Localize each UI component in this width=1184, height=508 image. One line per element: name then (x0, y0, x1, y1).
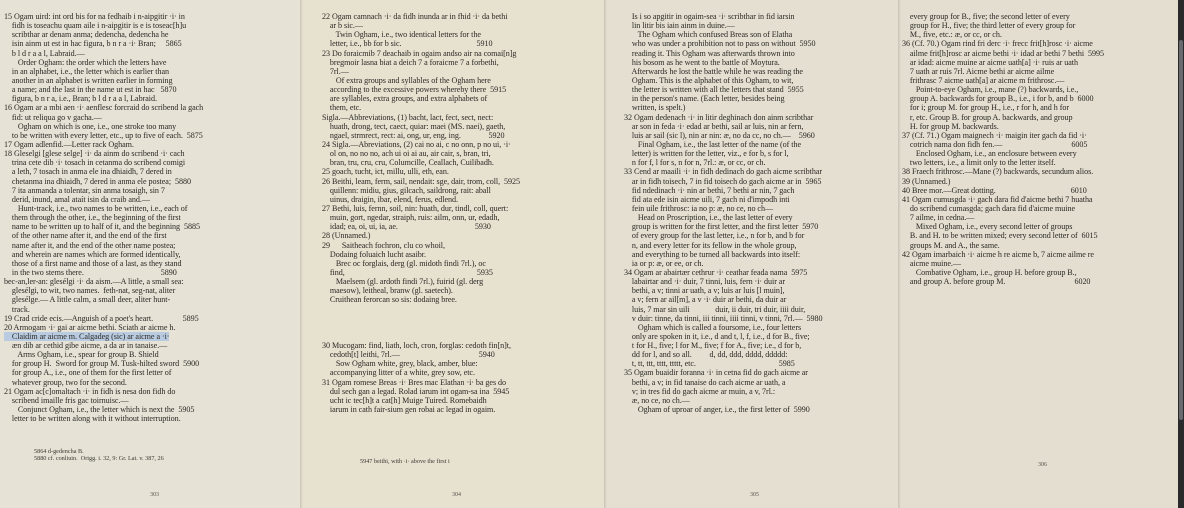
text-line: written, is spelt.) (624, 103, 686, 113)
text-line: 7 ailme, in cedna.— (902, 213, 975, 223)
text-line: 21 Ogam ac[c]omaltach ·i· in fidh is nesa don fidh do (4, 386, 176, 396)
text-line: isin ainm ut est in hac figura, b n r a ·i· Bran; 5865 (4, 39, 182, 49)
page-306-text (902, 12, 1104, 286)
text-line: n for f, l for s, n for n, 7rl.: æ, or cc, or ch. (624, 158, 766, 168)
text-line: v; in tres fid do gach aicme ar muin, a v, 7rl.: (624, 386, 776, 396)
text-line: according to the excessive powers whereby there 5915 (322, 85, 507, 95)
page-303 (0, 0, 300, 508)
text-line: them, etc. (322, 103, 362, 113)
text-line: fein uile frithrosc: ia no p: æ, no ce, no ch— (624, 203, 773, 213)
text-line: muin, gort, ngedar, straiph, ruis: ailm, onn, ur, edadh, (322, 213, 500, 223)
text-line: glesélgi, to wit, two names. feth-nat, seg-nat, aliter (4, 286, 176, 296)
text-line: 39 (Unnamed.) (902, 176, 951, 186)
page-306 (898, 0, 1178, 508)
page-303-text (4, 12, 203, 423)
page-305-text (624, 12, 823, 414)
text-line: Dodaing foluaich lucht asaibr. (322, 249, 426, 259)
text-line: Ogham which is called a foursome, i.e., four letters (624, 322, 802, 332)
text-line: Is i so apgitir in ogaim-sea ·i· scribthar in fid iarsin (624, 12, 795, 21)
page-305 (604, 0, 898, 508)
text-line: fid: ut reliqua go v gacha.— (4, 112, 102, 122)
page-304-text (322, 12, 520, 414)
text-line: the letter is written with all the letters that stand 5955 (624, 85, 804, 95)
text-line (322, 332, 520, 341)
text-line: letter to be written along with it without interruption. (4, 414, 181, 424)
text-line: Maelsem (gl. ardoth findi 7rl.), fuirid (gl. derg (322, 277, 484, 287)
page-303-footnotes (34, 448, 164, 462)
text-line: and group A. before group M. 6020 (902, 277, 1091, 287)
text-line: scribend imaille fris gac toirnuisc.— (4, 395, 129, 405)
text-line: v duir: tinne, da tinni, iii tinni, iiii tinni, v tinni, 7rl.— 5980 (624, 313, 823, 323)
text-line: ngael, strmrect, rect: ai, ong, ur, eng, ing. 5920 (322, 130, 505, 140)
text-line: Cruithean ferorcan so sis: dodaing bree. (322, 295, 457, 305)
text-line: glesélge.— A little calm, a small deer, aliter hunt- (4, 295, 171, 305)
page-304-footnotes (360, 458, 450, 465)
text-line: bregmoir lasna biat a deich 7 a foraicme 7 a forbethi, (322, 57, 499, 67)
text-line: letter) is written for the letter, viz., e for b, s for l, (624, 149, 789, 159)
text-line: 40 Bree mor.—Great dotting. 6010 (902, 185, 1087, 195)
text-line: H. for group M. backwards. (902, 121, 999, 131)
text-line: uinus, draigin, ibar, elend, ferus, edlend. (322, 194, 459, 204)
text-line: in the two stems there. 5890 (4, 267, 177, 277)
text-line: 24 Sigla.—Abreviations, (2) cai no ai, c no onn, p no ui, ·i· (322, 139, 511, 149)
text-line: track. (4, 304, 30, 314)
text-line: aicme muine.— (902, 258, 961, 268)
text-line: dd for l, and so all. d, dd, ddd, dddd, ddddd: (624, 350, 788, 360)
text-line: 19 Crad cride ecis.—Anguish of a poet's heart. 5895 (4, 313, 199, 323)
text-line: huath, drong, tect, caect, quiar: maei (MS. naei), gaeth, (322, 121, 506, 131)
text-line: do scribend cumasgda; gach dara fid d'aicme muine (902, 203, 1075, 213)
text-line: Order Ogham: the order which the letters have (4, 57, 167, 67)
text-line: Combative Ogham, i.e., group H. before group B., (902, 267, 1077, 277)
text-line: Twin Ogham, i.e., two identical letters for the (322, 30, 481, 40)
text-line: ol on, no no no, ach ui oi ai au, air cair, s, bran, tri, (322, 149, 491, 159)
text-line: 29 Saitheach fochron, clu co whoil, (322, 240, 445, 250)
text-line: lin litir bis iain ainm in duine.— (624, 21, 735, 31)
text-line (322, 323, 520, 332)
text-line: cotrich nama don fidh fen.— 6005 (902, 139, 1088, 149)
text-line: a v; fern ar ail[m], a v ·i· duir ar bethi, da duir ar (624, 295, 787, 305)
text-line: two letters, i.e., a limit only to the letter itself. (902, 158, 1056, 168)
text-line: dul sech gan a legad. Rolad iarum int ogam-sa ina 5945 (322, 386, 510, 396)
text-line: iarum in cath fair-sium gen robai ac legad in ogaim. (322, 405, 496, 415)
text-line: frithrasc 7 aicme uath[a] ar aicme m frithrosc.— (902, 75, 1065, 85)
text-line: cedoth[t] leithi, 7rl.— 5940 (322, 350, 495, 360)
text-line: reading it. This Ogham was afterwards thrown into (624, 48, 795, 58)
text-line: quillenn: midiu, gius, gilcach, saildrong, rait: aball (322, 185, 491, 195)
text-line: are syllables, extra groups, and extra alphabets of (322, 94, 488, 104)
text-line: Sigla.—Abbreviations, (1) bacht, lact, fect, sect, nect: (322, 112, 494, 122)
text-line: scribthar ar denam anma; dedencha, dedencha he (4, 30, 169, 40)
text-line: Ogham on which is one, i.e., one stroke too many (4, 121, 177, 131)
text-line: t for H., five; l for M., five; f for A., five; i.e., d for b, (624, 341, 802, 351)
text-line: Arms Ogham, i.e., spear for group B. Shield (4, 350, 159, 360)
text-line: in the person's name. (Each letter, besides being (624, 94, 785, 104)
text-line: group A. backwards for group B., i.e., i for b, and b 6000 (902, 94, 1094, 104)
text-line: trina cete dib ·i· tosach in cetanma do scribend comigi (4, 158, 186, 168)
text-line: luis ar sail (sic l), nin ar nin: æ, no da cc, no ch.— 5960 (624, 130, 815, 140)
text-line: of every group for the last letter, i.e., n for b, and b for (624, 231, 805, 241)
text-line: b l d r a a l, Labraid.— (4, 48, 85, 58)
text-line: in an alphabet, i.e., the letter which is earlier than (4, 66, 169, 76)
text-line (322, 314, 520, 323)
text-line: only are spoken in it, i.e., d and t, l, f, i.e., d for B., five; (624, 331, 810, 341)
text-line: Afterwards he lost the battle while he was reading the (624, 66, 803, 76)
text-line: bran, tru, cru, cru, Columcille, Ceallach, Cuilibadh. (322, 158, 494, 168)
text-line: his bosom as he went to the battle of Moytura. (624, 57, 780, 67)
text-line: 23 Do foraicmib 7 deachaib in ogaim andso air na comai[n]g (322, 48, 517, 58)
text-line: 17 Ogam adlenfid.—Letter rack Ogham. (4, 139, 134, 149)
text-line: 33 Cend ar maaili ·i· in fidh dedinach do gach aicme scribthar (624, 167, 823, 177)
page-306-number: 306 (1038, 462, 1047, 468)
footnote: 5947 beithi, with ·i· above the first i (360, 458, 450, 465)
text-line: The Ogham which confused Breas son of Elatha (624, 30, 793, 40)
text-line: Of extra groups and syllables of the Ogham here (322, 75, 491, 85)
text-line: fidh is toseachu quam aile i n-aipgitir is e is toseac[h]u (4, 21, 187, 31)
text-line: 7 uath ar ruis 7rl. Aicme bethi ar aicme ailme (902, 66, 1055, 76)
text-line: another in an alphabet is written earlier in forming (4, 75, 173, 85)
text-line: for group A., i.e., one of them for the first letter of (4, 368, 172, 378)
text-line: for group H. Sword for group M. Tusk-hilted sword 5900 (4, 359, 200, 369)
text-line: Hunt-track, i.e., two names to be written, i.e., each of (4, 203, 188, 213)
text-line: fid ata ede isin aicme uili, 7 gach ni d'impodh inti (624, 194, 790, 204)
text-line: them through the other, i.e., the beginning of the first (4, 213, 181, 223)
text-line (4, 332, 203, 341)
text-line: Point-to-eye Ogham, i.e., mane (?) backwards, i.e., (902, 85, 1079, 95)
text-line: 38 Fraech frithrosc.—Mane (?) backwards, secundum alios. (902, 167, 1094, 177)
text-line: ar son in feda ·i· edad ar bethi, sail ar luis, nin ar fern, (624, 121, 804, 131)
text-line: r, etc. Group B. for group A. backwards, and group (902, 112, 1073, 122)
text-line: ia or p: æ, or ee, or ch. (624, 258, 704, 268)
text-line: idad; ea, oi, ui, ia, ae. 5930 (322, 222, 491, 232)
text-line: find, 5935 (322, 267, 493, 277)
text-line: 41 Ogam cumusgda ·i· gach dara fid d'aicme bethi 7 huatha (902, 194, 1093, 204)
text-line: Brec oc forglais, derg (gl. midoth findi 7rl.), oc (322, 258, 486, 268)
page-gutter (898, 0, 901, 508)
text-line: æn dib ar cethid gibe aicme, a da ar in tanaise.— (4, 341, 168, 351)
text-line: letter, i.e., bb for b sic. 5910 (322, 39, 493, 49)
page-303-number: 303 (150, 492, 159, 498)
text-line: 22 Ogam camnach ·i· da fidh inunda ar in fhid ·i· da bethi (322, 12, 508, 21)
text-line: figura, b n r a, i.e., Bran; b l d r a a l, Labraid. (4, 94, 157, 104)
text-line: name to be written up to half of it, and the beginning 5885 (4, 222, 200, 232)
text-line: t, tt, ttt, tttt, ttttt, etc. 5985 (624, 359, 795, 369)
text-line: to be written with every letter, etc., up to five of each. 5875 (4, 130, 203, 140)
text-line: maesow), leitheal, branw (gl. saetech). (322, 286, 453, 296)
text-line: Enclosed Ogham, i.e., an enclosure between every (902, 149, 1077, 159)
text-line: ar b sic.— (322, 21, 363, 31)
text-line: 32 Ogam dedenach ·i· in litir deghinach don ainm scribthar (624, 112, 814, 122)
text-line: and wherein are names which are formed identically, (4, 249, 181, 259)
selected-text-highlight[interactable]: Claidim ar aicme m. Calgadeg (sic) ar aicme a ·i· (4, 331, 170, 341)
footnote: 5864 d-gedencha B. (34, 448, 84, 455)
scrollbar-thumb[interactable] (1179, 40, 1183, 420)
text-line: fid ndedinach ·i· nin ar bethi, 7 bethi ar nin, 7 gach (624, 185, 795, 195)
page-304 (300, 0, 604, 508)
text-line: ar idad: aicme muine ar aicme uath[a] ·i· ruis ar uath (902, 57, 1078, 67)
text-line: group for H., five; the third letter of every group for (902, 21, 1076, 31)
text-line: group is written for the first letter, and the first letter 5970 (624, 222, 819, 232)
text-line: 7rl.— (322, 66, 349, 76)
text-line: n, and every letter for its fellow in the whole group, (624, 240, 797, 250)
footnote: 5880 cf. conliuin. Origg. i. 32, 9: Gr. Lat. v. 387, 26 (34, 455, 164, 462)
text-line: æ, no ce, no ch.— (624, 395, 690, 405)
text-line: chetanma ina dhiaidh, 7 dered in anma ele postea; 5880 (4, 176, 191, 186)
text-line: B. and H. to be written mixed; every second letter of 6015 (902, 231, 1098, 241)
text-line: ucht ic tec[h]t a cat[h] Muige Tuired. Romebaidh (322, 395, 487, 405)
vertical-scrollbar[interactable] (1178, 0, 1184, 508)
text-line: 25 goach, tucht, ict, millu, ulli, eth, ean. (322, 167, 449, 177)
text-line: bec-an,ler-an: glesélgi ·i· da aism.—A little, a small sea: (4, 277, 184, 287)
text-line: Mixed Ogham, i.e., every second letter of groups (902, 222, 1073, 232)
text-line: derid, inund, amal ataít isin da craib and.— (4, 194, 150, 204)
page-304-number: 304 (452, 492, 461, 498)
text-line: 20 Armogam ·i· gai ar aicme bethi. Sciath ar aicme h. (4, 322, 176, 332)
text-line: Final Ogham, i.e., the last letter of the name (of the (624, 139, 801, 149)
text-line: a leth, 7 tosach in anma ele ina dhiaidh, 7 dered in (4, 167, 172, 177)
text-line: 34 Ogam ar abairtær cethrur ·i· ceathar feada nama 5975 (624, 267, 808, 277)
text-line: who was under a prohibition not to pass on without 5950 (624, 39, 816, 49)
text-line: ar in fidh toisech, 7 in fid toisech do gach aicme ar in 5965 (624, 176, 822, 186)
text-line: bethi, a v; tinni ar uath, a v; luis ar luis [l muin], (624, 286, 785, 296)
text-line: 18 Gleselgi [glese selge] ·i· da ainm do scribend ·i· cach (4, 149, 185, 159)
text-line: luis, 7 mar sin uili duir, ii duir, tri duir, iiii duir, (624, 304, 806, 314)
text-line: bethi, a v; in fid tanaise do cach aicme ar uath, a (624, 377, 786, 387)
text-line: 35 Ogam buaidir foranna ·i· in cetna fid do gach aicme ar (624, 368, 808, 378)
text-line (322, 305, 520, 314)
page-gutter (300, 0, 303, 508)
text-line: 16 Ogam ar a mbi aen ·i· aenflesc forcraid do scribend la gach (4, 103, 204, 113)
text-line: groups M. and A., the same. (902, 240, 1000, 250)
text-line: Ogham of uproar of anger, i.e., the first letter of 5990 (624, 405, 810, 415)
text-line: for i; group M. for group H., i.e., r for h, and h for (902, 103, 1070, 113)
text-line: 42 Ogam imarbaich ·i· aicme h re aicme b, 7 aicme ailme re (902, 249, 1094, 259)
text-line: every group for B., five; the second letter of every (902, 12, 1070, 21)
text-line: Head on Proscription, i.e., the last letter of every (624, 213, 793, 223)
text-line: 28 (Unnamed.) (322, 231, 371, 241)
page-305-number: 305 (750, 492, 759, 498)
text-line: M., five, etc.: æ, or cc, or ch. (902, 30, 1002, 40)
text-line: those of a first name and those of a last, as they stand (4, 258, 182, 268)
text-line: 36 (Cf. 70.) Ogam rind fri derc ·i· frecc frit[h]rosc ·i· aicme (902, 39, 1093, 49)
text-line: a name; and the last in the name ut est in hac 5870 (4, 85, 177, 95)
text-line: ailme frit[h]rosc ar aicme bethi ·i· idad ar bethi 7 bethi 5995 (902, 48, 1105, 58)
text-line: Ogham. This is the alphabet of this Ogham, to wit, (624, 75, 794, 85)
text-line: 37 (Cf. 71.) Ogam maignech ·i· maigin iter gach da fid ·i· (902, 130, 1087, 140)
text-line: 27 Bethi, luis, fernn, soil, nin: huath, dur, tindl, coll, quert: (322, 203, 509, 213)
text-line: whatever group, two for the second. (4, 377, 127, 387)
text-line: and everything to be turned all backwards into itself: (624, 249, 801, 259)
text-line: 15 Ogam uird: int ord bis for na fedhaib i n-aipgitir ·i· in (4, 12, 185, 21)
text-line: 26 Beithi, leam, ferm, sail, nendait: sge, dair, trom, coll, 5925 (322, 176, 521, 186)
text-line: Conjunct Ogham, i.e., the letter which is next the 5905 (4, 405, 195, 415)
text-line: 30 Mucogam: find, liath, loch, cron, forglas: cedoth fin[n]t, (322, 341, 511, 351)
text-line: labairtar and ·i· duir, 7 tinni, luis, fern ·i· duir ar (624, 277, 786, 287)
text-line: name after it, and the end of the other name postea; (4, 240, 176, 250)
text-line: 31 Ogam romese Breas ·i· Bres mac Elathan ·i· ba ges do (322, 377, 507, 387)
text-line: accompanying litter of a white, grey sow, etc. (322, 368, 475, 378)
text-line: Sow Ogham white, grey, black, amber, blue: (322, 359, 478, 369)
text-line: of the other name after it, and the end of the first (4, 231, 167, 241)
text-line: 7 ita anmanda a tolentar, sin anma tosaigh, sin 7 (4, 185, 165, 195)
page-gutter (604, 0, 607, 508)
